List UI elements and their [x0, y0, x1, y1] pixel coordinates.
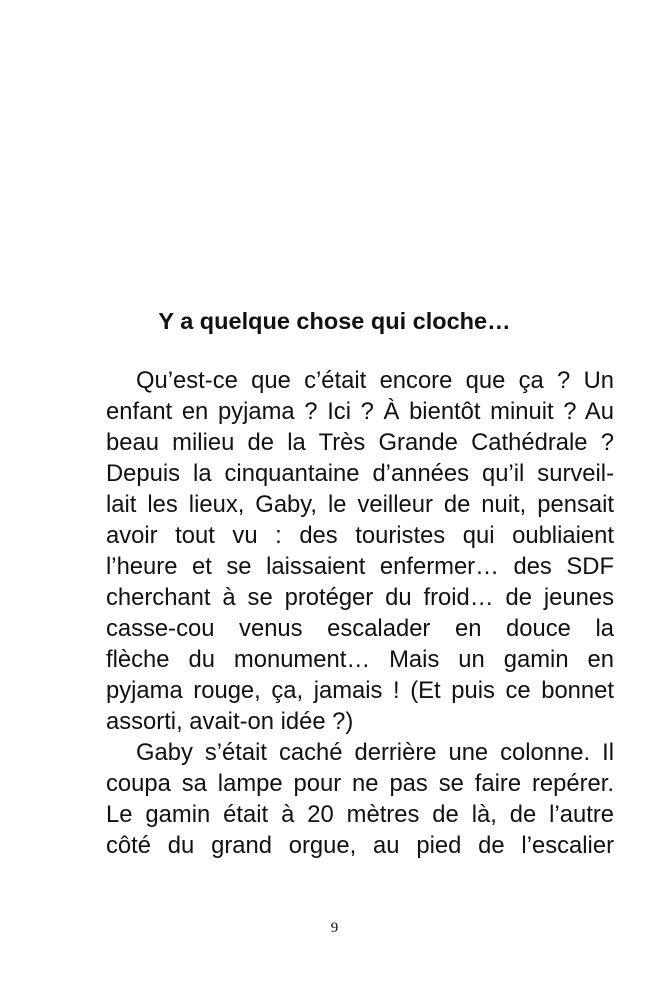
- text-line: lait les lieux, Gaby, le veilleur de nuit, pensait: [106, 491, 614, 518]
- text-line: flèche du monument… Mais un gamin en: [106, 646, 614, 673]
- text-line: cherchant à se protéger du froid… de jeunes: [106, 584, 614, 611]
- text-line: coupa sa lampe pour ne pas se faire repérer.: [106, 770, 614, 797]
- text-line: assorti, avait-on idée ?): [106, 708, 354, 735]
- body-text: [106, 365, 614, 861]
- chapter-title: Y a quelque chose qui cloche…: [158, 308, 511, 334]
- text-line: Gaby s’était caché derrière une colonne. Il: [136, 739, 614, 766]
- text-line: casse-cou venus escalader en douce la: [106, 615, 614, 642]
- text-line: Qu’est-ce que c’était encore que ça ? Un: [136, 367, 614, 394]
- paragraph: [106, 365, 614, 737]
- text-line: enfant en pyjama ? Ici ? À bientôt minuit ? Au: [106, 398, 614, 425]
- text-line: pyjama rouge, ça, jamais ! (Et puis ce bonnet: [106, 677, 614, 704]
- paragraph: [106, 737, 614, 861]
- text-line: Depuis la cinquantaine d’années qu’il surveil-: [106, 460, 614, 487]
- text-line: Le gamin était à 20 mètres de là, de l’autre: [106, 801, 614, 828]
- text-line: avoir tout vu : des touristes qui oubliaient: [106, 522, 614, 549]
- page-number: 9: [330, 920, 339, 936]
- text-line: côté du grand orgue, au pied de l’escalier: [106, 832, 614, 859]
- text-line: beau milieu de la Très Grande Cathédrale ?: [106, 429, 614, 456]
- text-line: l’heure et se laissaient enfermer… des SDF: [106, 553, 614, 580]
